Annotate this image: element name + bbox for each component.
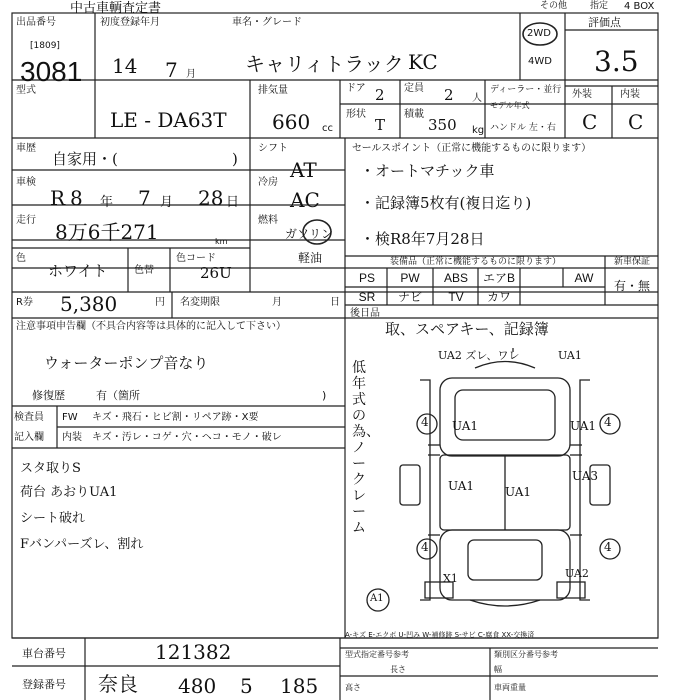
height-label: 高さ (345, 683, 361, 692)
inspector-entry-label: 記入欄 (14, 432, 44, 443)
notes-text: ウォーターポンプ音なり (44, 354, 209, 372)
doors-value: 2 (375, 86, 385, 104)
recycle-yen: 円 (155, 297, 165, 308)
load-unit: kg (472, 125, 485, 136)
plate-label: 登録番号 (22, 678, 66, 691)
diagram-mark-fender-r: UA1 (570, 419, 597, 433)
model-grade: KC (408, 50, 438, 74)
shift-label: シフト (258, 143, 288, 154)
category-number-label: 類別区分番号参考 (494, 650, 558, 659)
capacity-value: 2 (444, 86, 454, 104)
remark-1: スタ取りS (20, 461, 81, 476)
sales-point-1: ・オートマチック車 (360, 162, 495, 180)
equip-abs: ABS (443, 271, 468, 285)
inspection-label: 車検 (16, 177, 36, 188)
drive-4wd: 4WD (528, 56, 552, 67)
capacity-unit: 人 (472, 93, 482, 104)
interior-score: C (628, 110, 644, 134)
registration-year: 14 (112, 54, 138, 78)
form-title: 中古車輌査定書 (70, 1, 162, 16)
header-box: 4 BOX (624, 1, 655, 12)
remark-4: Fバンパーズレ、割れ (20, 537, 144, 552)
shift-value: AT (290, 158, 317, 182)
drive-2wd: 2WD (527, 28, 551, 39)
fuel-diesel: 軽油 (298, 251, 323, 265)
load-label: 積載 (404, 109, 424, 120)
remark-2: 荷台 あおりUA1 (20, 485, 118, 500)
mileage-value: 8万6千271 (55, 220, 159, 244)
accessories-label: 後日品 (350, 308, 380, 319)
fw-text: キズ・飛石・ヒビ割・リペア跡・X要 (92, 412, 259, 423)
name-change-month: 月 (272, 297, 282, 308)
displacement-unit: cc (322, 123, 333, 134)
inspector-label: 検査員 (14, 412, 44, 423)
fuel-gasoline: ガソリン (285, 227, 334, 241)
diagram-mark-tire-fr: 4 (604, 415, 612, 429)
chassis-number: 121382 (155, 640, 232, 664)
length-label: 長さ (390, 665, 406, 674)
repair-history-value: 有（箇所 (96, 389, 140, 402)
inspection-month-unit: 月 (160, 195, 174, 210)
exterior-score: C (582, 110, 598, 134)
repair-history-label: 修復歴 (32, 389, 65, 402)
shape-value: T (375, 116, 386, 134)
equip-ps: PS (358, 271, 375, 285)
new-car-warranty-label: 新車保証 (614, 257, 651, 267)
diagram-top-note: UA2 ズレ、ワレ (438, 349, 520, 362)
plate-class: 480 (178, 674, 217, 698)
diagram-mark-rear-l: X1 (443, 572, 458, 585)
model-year-label: モデル年式 (490, 101, 530, 110)
sales-points-label: セールスポイント（正常に機能するものに限ります） (352, 143, 592, 154)
weight-label: 車両重量 (494, 683, 526, 692)
equip-sr: SR (358, 290, 376, 304)
equip-airbag: エアB (482, 271, 515, 285)
equip-leather: カワ (486, 290, 511, 304)
interior-label: 内装 (620, 89, 640, 100)
lot-sub: [1809] (30, 41, 60, 51)
color-code: 26U (200, 264, 232, 282)
shape-label: 形状 (346, 109, 366, 120)
diagram-mark-side-r: UA3 (572, 469, 599, 483)
inspection-day-unit: 日 (226, 195, 240, 210)
diagram-mark-bed-c: UA1 (505, 485, 532, 499)
equip-tv: TV (448, 290, 464, 304)
header-other: その他 (540, 1, 568, 11)
interior-check-label: 内装 (62, 432, 82, 443)
exterior-label: 外装 (572, 89, 592, 100)
diagram-top-note-right: UA1 (558, 349, 582, 362)
recycle-label: R券 (16, 297, 33, 308)
color-label: 色 (16, 253, 26, 264)
inspection-era: R (50, 186, 66, 210)
color-code-label: 色コード (176, 253, 216, 264)
equipment-label: 装備品（正常に機能するものに限ります） (390, 257, 562, 267)
equip-navi: ナビ (397, 290, 422, 304)
usage-close: ) (232, 150, 238, 168)
notes-label: 注意事項申告欄（不具合内容等は具体的に記入して下さい） (16, 321, 286, 332)
inspection-month: 7 (138, 186, 151, 210)
plate-kana: 5 (240, 674, 253, 698)
recycle-amount: 5,380 (60, 292, 118, 316)
equip-pw: PW (400, 271, 420, 285)
usage-value: 自家用・( (52, 150, 118, 168)
type-value: LE - DA63T (110, 108, 227, 132)
diagram-mark-hood: UA1 (452, 419, 479, 433)
vertical-no-claim-note: 低年式の為、ノークレーム (352, 360, 380, 536)
name-change-label: 名変期限 (180, 297, 220, 308)
width-label: 幅 (494, 665, 502, 674)
capacity-label: 定員 (404, 83, 424, 94)
sales-point-3: ・検R8年7月28日 (360, 230, 485, 248)
fw-label: FW (62, 412, 78, 423)
model-label: 車名・グレード (232, 17, 302, 28)
color-value: ホワイト (48, 262, 108, 280)
score-label: 評価点 (588, 16, 621, 29)
repair-history-close: ) (322, 389, 327, 402)
model-name: キャリィトラック (245, 52, 404, 76)
sales-point-2: ・記録簿5枚有(複日迄り) (360, 194, 532, 212)
mileage-label: 走行 (16, 215, 36, 226)
lot-label: 出品番号 (16, 17, 56, 28)
header-designation: 指定 (590, 1, 609, 11)
form-designation-label: 型式指定番号参考 (345, 650, 409, 659)
displacement-value: 660 (272, 110, 311, 134)
handle-label: ハンドル 左・右 (490, 123, 556, 133)
interior-check-text: キズ・汚レ・コゲ・穴・ヘコ・モノ・破レ (92, 432, 282, 443)
first-registration-label: 初度登録年月 (100, 17, 160, 28)
aircon-label: 冷房 (258, 177, 278, 188)
diagram-spare-tire-note: A1 (370, 593, 384, 604)
registration-month-unit: 月 (186, 69, 196, 80)
color-change-label: 色替 (134, 265, 154, 276)
dealer-label: ディーラー・並行 (490, 85, 562, 95)
aircon-value: AC (290, 188, 320, 212)
inspection-year: 8 (70, 186, 83, 210)
accessories-value: 取、スペアキー、記録簿 (385, 320, 549, 338)
inspection-day: 28 (198, 186, 224, 210)
diagram-mark-tire-rr: 4 (604, 540, 612, 554)
damage-legend: A-キズ E-エクボ U-凹み W-補修跡 S-サビ C-腐食 XX-交換済 (345, 631, 535, 639)
mileage-unit: km (215, 237, 228, 246)
diagram-mark-tire-rl: 4 (421, 540, 429, 554)
plate-area: 奈良 (98, 672, 138, 696)
diagram-mark-tire-fl: 4 (421, 415, 429, 429)
registration-month: 7 (165, 58, 178, 82)
plate-number: 185 (280, 674, 319, 698)
inspection-year-unit: 年 (100, 195, 114, 210)
usage-label: 車歴 (16, 143, 36, 154)
diagram-mark-rear-r: UA2 (565, 567, 589, 580)
load-value: 350 (428, 116, 457, 134)
displacement-label: 排気量 (258, 85, 288, 96)
fuel-label: 燃料 (258, 215, 278, 226)
name-change-day: 日 (330, 297, 340, 308)
equip-aw: AW (574, 271, 594, 285)
doors-label: ドア (346, 83, 366, 94)
chassis-label: 車台番号 (22, 647, 66, 660)
remark-3: シート破れ (20, 511, 86, 526)
new-car-warranty-value: 有・無 (613, 279, 650, 293)
type-label: 型式 (16, 85, 36, 96)
score-value: 3.5 (594, 45, 639, 78)
diagram-mark-bed-l: UA1 (448, 479, 475, 493)
lot-number: 3081 (20, 56, 83, 87)
